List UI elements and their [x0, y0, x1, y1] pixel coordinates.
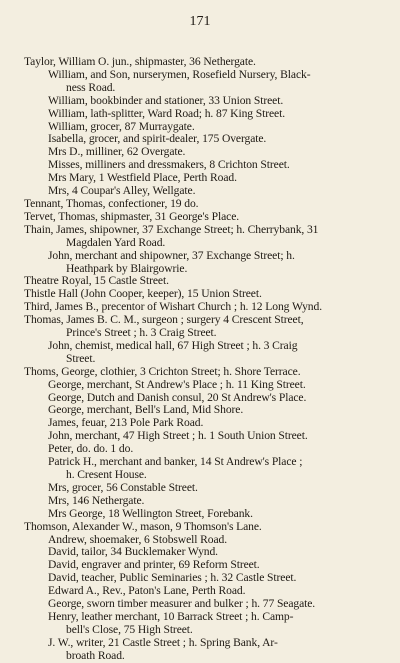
directory-entry-surname: Tennant, Thomas, confectioner, 19 do. [24, 197, 199, 210]
directory-entry: Patrick H., merchant and banker, 14 St Andrew's Place ; [48, 456, 303, 469]
directory-entry-continuation: Magdalen Yard Road. [66, 236, 166, 249]
directory-entry-surname: Thain, James, shipowner, 37 Exchange Street; h. Cherrybank, 31 [24, 223, 319, 236]
directory-entry: Mrs George, 18 Wellington Street, Forebank. [48, 507, 253, 520]
directory-entry-surname: Tervet, Thomas, shipmaster, 31 George's Place. [24, 210, 240, 223]
directory-entry-continuation: Street. [66, 352, 96, 365]
directory-entry: Henry, leather merchant, 10 Barrack Street ; h. Camp- [48, 610, 294, 623]
directory-entry: William, lath-splitter, Ward Road; h. 87 King Street. [48, 107, 286, 120]
directory-entry: Mrs, grocer, 56 Constable Street. [48, 481, 198, 494]
directory-entry: David, tailor, 34 Bucklemaker Wynd. [48, 546, 218, 559]
directory-entry: George, sworn timber measurer and bulker ; h. 77 Seagate. [48, 598, 316, 611]
directory-entry: George, merchant, Bell's Land, Mid Shore. [48, 404, 244, 417]
directory-entry: William, bookbinder and stationer, 33 Union Street. [48, 94, 284, 107]
directory-entry: James, feuar, 213 Pole Park Road. [48, 417, 204, 430]
directory-entry: George, Dutch and Danish consul, 20 St Andrew's Place. [48, 391, 307, 404]
directory-entry: Mrs D., milliner, 62 Overgate. [48, 146, 186, 159]
directory-entry-continuation: bell's Close, 75 High Street. [66, 623, 193, 636]
directory-entry-surname: Thomas, James B. C. M., surgeon ; surgery 4 Crescent Street, [24, 314, 304, 327]
directory-entry: William, and Son, nurserymen, Rosefield Nursery, Black- [48, 68, 311, 81]
directory-entry-surname: Theatre Royal, 15 Castle Street. [24, 275, 169, 288]
directory-entry-surname: Thistle Hall (John Cooper, keeper), 15 Union Street. [24, 288, 262, 301]
directory-entry-surname: Taylor, William O. jun., shipmaster, 36 Nethergate. [24, 56, 256, 68]
directory-entry: William, grocer, 87 Murraygate. [48, 120, 195, 133]
directory-entry-continuation: Prince's Street ; h. 3 Craig Street. [66, 327, 217, 340]
directory-entry-continuation: h. Cresent House. [66, 469, 147, 481]
directory-entry: George, merchant, St Andrew's Place ; h. 11 King Street. [48, 378, 306, 391]
directory-entry: Edward A., Rev., Paton's Lane, Perth Road. [48, 585, 246, 598]
directory-entry: David, teacher, Public Seminaries ; h. 32 Castle Street. [48, 572, 297, 585]
directory-entry: Andrew, shoemaker, 6 Stobswell Road. [48, 533, 228, 546]
directory-entry-surname: Third, James B., precentor of Wishart Church ; h. 12 Long Wynd. [24, 301, 322, 314]
directory-entry: Mrs, 146 Nethergate. [48, 494, 145, 507]
directory-entry: John, merchant and shipowner, 37 Exchange Street; h. [48, 249, 295, 262]
directory-entry: Isabella, grocer, and spirit-dealer, 175 Overgate. [48, 133, 267, 146]
directory-entry: John, chemist, medical hall, 67 High Street ; h. 3 Craig [48, 339, 298, 352]
directory-entries [14, 56, 386, 663]
directory-entry-continuation: ness Road. [66, 81, 116, 94]
directory-entry: Misses, milliners and dressmakers, 8 Crichton Street. [48, 159, 290, 172]
page-number: 171 [189, 14, 211, 29]
directory-entry: Mrs Mary, 1 Westfield Place, Perth Road. [48, 172, 237, 185]
directory-entry: Mrs, 4 Coupar's Alley, Wellgate. [48, 185, 196, 198]
directory-entry: John, merchant, 47 High Street ; h. 1 South Union Street. [48, 430, 308, 443]
directory-entry-surname: Thomson, Alexander W., mason, 9 Thomson's Lane. [24, 520, 262, 533]
directory-entry-continuation: broath Road. [66, 649, 125, 662]
directory-entry: David, engraver and printer, 69 Reform Street. [48, 559, 260, 572]
directory-entry: J. W., writer, 21 Castle Street ; h. Spring Bank, Ar- [48, 636, 278, 649]
directory-entry-continuation: Heathpark by Blairgowrie. [66, 262, 188, 275]
directory-entry: Peter, do. do. 1 do. [48, 443, 134, 456]
directory-entry-surname: Thoms, George, clothier, 3 Crichton Street; h. Shore Terrace. [24, 365, 301, 378]
